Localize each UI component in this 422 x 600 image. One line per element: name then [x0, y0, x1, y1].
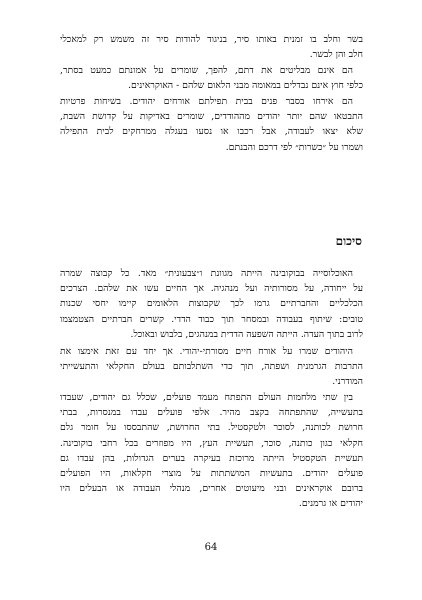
text-line: התבטאו שהם יותר יהודים מההודדים, שומרים באדיקות על קדושת השבת, — [60, 111, 363, 123]
paragraph-secret-faith — [60, 63, 363, 93]
text-line: המודרני. — [332, 376, 363, 388]
text-line: טובים: שיתוף בעבודה ובמסחר תוך כבוד הדדי. קשרים חברתיים הצטמצמו — [60, 313, 363, 325]
paragraph-jews-tradition — [60, 344, 363, 390]
text-line: ושמרו על ״כשרות״ לפי דרכם והבנתם. — [225, 141, 363, 153]
section-heading: סיכום — [335, 234, 362, 248]
text-line: היהודים שמרו על אורח חיים מסורתי-יהודי. אך יחד עם זאת אימצו את — [60, 346, 353, 357]
text-line: כלפי חוץ אינם נבדלים במאומה מבני הלאום שלהם - האוקראינים. — [128, 80, 363, 92]
text-line: בשר וחלב בו זמנית באותו סיר, בניגוד להודות סיר זה משמש רק למאכלי — [60, 34, 363, 45]
text-line: לרוב בתוך העדה. הייתה השפעה הדדית במנהגים, בלבוש ובאוכל. — [130, 328, 363, 340]
paragraph-population — [60, 266, 363, 342]
text-line: הם אירחו בסבר פנים בבית תפילתם אורחים יהודים. בשיחות פרטיות — [60, 96, 353, 107]
text-line: תעשיית הטקסטיל הייתה מרוכזת בעיקרה בערים הגדולות, בהן עבדו גם — [60, 452, 363, 464]
text-line: פועלים יהודים. בתעשיות המושתתות על מוצרי חקלאות, היו הפועלים — [60, 468, 363, 480]
text-line: הם אינם מבליטים את דתם, להפך, שומרים על אמונתם כמעט בסתר, — [60, 65, 353, 76]
text-line: חלב והן לבשר. — [309, 49, 363, 61]
text-line: ברובם אוקראינים ובני מיעוטים אחרים, מנהלי העבודה או הבעלים היו — [60, 483, 363, 495]
paragraph-workers — [60, 390, 363, 512]
text-line: חרושת לכותנה, לסוכר ולטקסטיל. בתי החרושת, שהתבססו על חומר גלם — [60, 422, 363, 434]
text-line: שלא יצאו לעבודה, אבל רכבו או נסעו בעגלה ממרחקים לבית התפילה — [60, 126, 363, 138]
text-line: על ייחודה, על מסורותיה ועל מנהגיה. אך החיים עשו את שלהם. הצרכים — [60, 283, 363, 295]
page-number: 64 — [204, 542, 218, 553]
text-line: הכלכליים והחברתיים גרמו לכך שקבוצות הלאומים קיימו יחסי שכנות — [60, 298, 363, 310]
text-line: יהודים או גרמנים. — [298, 498, 363, 510]
paragraph-hospitality — [60, 94, 363, 155]
text-line: התרבות הגרמנית ושפתה, תוך כדי השתלבותם בעולם החקלאי והתעשייתי — [60, 361, 363, 373]
text-line: חקלאי כגון כותנה, סוכר, תעשיית העץ, היו מפוזרים בכל רחבי בוקובינה. — [60, 437, 363, 449]
text-line: בתעשייה, שהתפתחה בקצב מהיר. אלפי פועלים עבדו במנסרות, בבתי — [60, 407, 363, 419]
paragraph-kashrut — [60, 32, 363, 62]
text-line: האוכלוסייה בבוקובינה הייתה מגוונת ו״צבעונית״ מאד. כל קבוצה שמרה — [60, 268, 353, 279]
text-line: בין שתי מלחמות העולם התפתח מעמד פועלים, שכלל גם יהודים, שעבדו — [60, 392, 353, 403]
